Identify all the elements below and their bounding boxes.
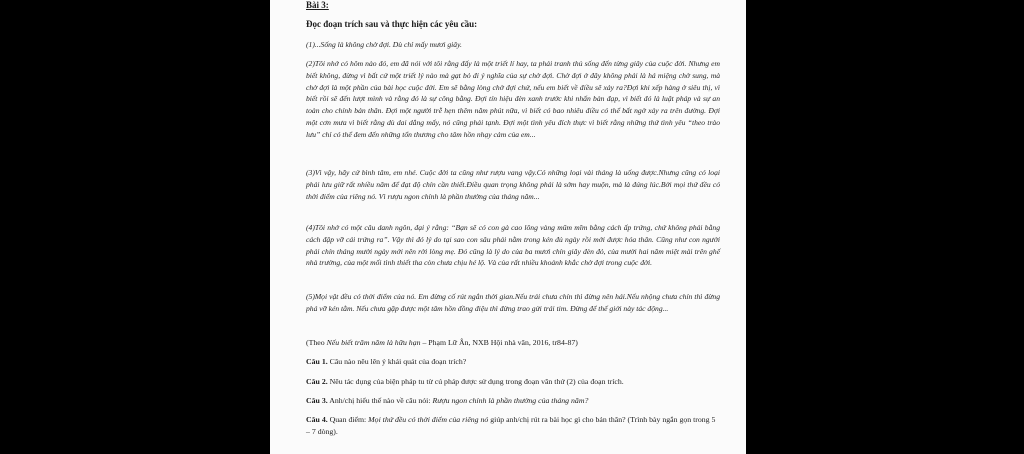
source-prefix: (Theo: [306, 338, 327, 347]
question-4: [306, 414, 720, 437]
source-suffix: – Phạm Lữ Ân, NXB Hội nhà văn, 2016, tr84-87): [420, 338, 578, 347]
question-label: Câu 3.: [306, 396, 328, 405]
left-black-margin: [0, 0, 270, 454]
question-text: Câu nào nêu lên ý khái quát của đoạn trích?: [327, 357, 467, 366]
paragraph-3: (3)Vì vậy, hãy cứ bình tâm, em nhé. Cuộc đời ta cũng như rượu vang vậy.Có những loại vài tháng là uống được.Nhưng cũng có loại phải lưu giữ rất nhiều năm để đạt độ chín cần thiết.Điều quan trọng không phải là sớm hay muộn, mà là đúng lúc.Bởi mọi thứ đều có thời điểm của riêng nó. Vì rượu ngon chính là phần thưởng của tháng năm...: [306, 168, 720, 201]
question-1: [306, 356, 720, 368]
question-3: [306, 395, 720, 407]
question-text: Quan điểm:: [327, 415, 369, 424]
question-text: Anh/chị hiểu thế nào về câu nói:: [327, 396, 433, 405]
paragraph-4: (4)Tôi nhớ có một câu danh ngôn, đại ý rằng: “Bạn sẽ có con gà cao lông vàng mũm mĩm bằng cách ấp trứng, chứ không phải bằng cách đập vỡ cái trứng ra”. Vậy thì đó lý do tại sao con sâu phải nằm trong kén đủ ngày rồi mới được hóa thân. Cũng như con người phải chín tháng mười ngày mới nên rời lòng mẹ. Đó cũng là lý do của ba mươi chín giây đèn đỏ, của mười hai năm miệt mài trên ghế nhà trường, của một mối tình thiết tha còn chưa chịu hé lộ. Và của rất nhiều khoảnh khắc chờ đợi trong cuộc đời.: [306, 223, 720, 268]
question-quote: Mọi thứ đều có thời điểm của riêng nó: [368, 415, 489, 424]
source-book-title: Nếu biết trăm năm là hữu hạn: [326, 338, 421, 347]
question-label: Câu 4.: [306, 415, 328, 424]
instruction-text: Đọc đoạn trích sau và thực hiện các yêu cầu:: [306, 19, 478, 29]
question-2: [306, 376, 720, 388]
question-quote: Rượu ngon chính là phần thưởng của tháng năm?: [432, 396, 589, 405]
source-citation: [306, 337, 720, 348]
paragraph-2: (2)Tôi nhớ có hôm nào đó, em đã nói với tôi rằng đấy là một triết lí hay, ta phải tranh thủ sống đến từng giây của cuộc đời. Nhưng em biết không, đừng vì bất cứ một triết lý nào mà gạt bỏ đi ý nghĩa của sự chờ đợi. Chờ đợi ở đây không phải là há miệng chờ sung, mà chờ đợi là một phần của bài học cuộc đời. Em sẽ bằng lòng chờ đợi chứ, nếu em biết về điều sẽ xảy ra?Đợi khi xếp hàng ở siêu thị, vì biết rồi sẽ đến lượt mình và rằng đó là sự công bằng. Đợi tín hiệu đèn xanh trước khi nhấn bàn đạp, vì biết đó là luật pháp và sự an toàn cho chính bản thân. Đợi một người trễ hẹn thêm năm phút nữa, vì biết có bao nhiêu điều có thể bất ngờ xảy ra trên đường. Đợi một cơn mưa vì biết rằng dù dai dẳng mấy, nó cũng phải tạnh. Đợi một tình yêu đích thực vì biết rằng những thứ tình yêu “theo trào lưu” chỉ có thể đem đến những tổn thương cho tâm hồn nhạy cảm của em...: [306, 59, 720, 139]
question-tail: giúp anh/chị rút ra bài học gì cho bản thân? (Trình bày ngắn gọn trong 5 – 7 dòng).: [306, 415, 716, 436]
question-label: Câu 2.: [306, 377, 328, 386]
right-black-margin: [746, 0, 1024, 454]
document-page: [270, 0, 746, 454]
paragraph-1: (1)...Sống là không chờ đợi. Dù chỉ mấy mươi giây.: [306, 40, 462, 49]
exercise-title: Bài 3:: [306, 0, 329, 10]
question-text: Nêu tác dụng của biện pháp tu từ cú pháp được sử dụng trong đoạn văn thứ (2) của đoạn trích.: [327, 377, 624, 386]
paragraph-5: (5)Mọi vật đều có thời điểm của nó. Em đừng cố rút ngắn thời gian.Nếu trái chưa chín thì đừng nên hái.Nếu nhộng chưa chín thì đừng phá vỡ kén tằm. Nếu chưa gặp được một tâm hồn đồng điệu thì đừng trao gửi trái tim. Đừng để thế giới này tác động...: [306, 292, 720, 313]
question-label: Câu 1.: [306, 357, 328, 366]
